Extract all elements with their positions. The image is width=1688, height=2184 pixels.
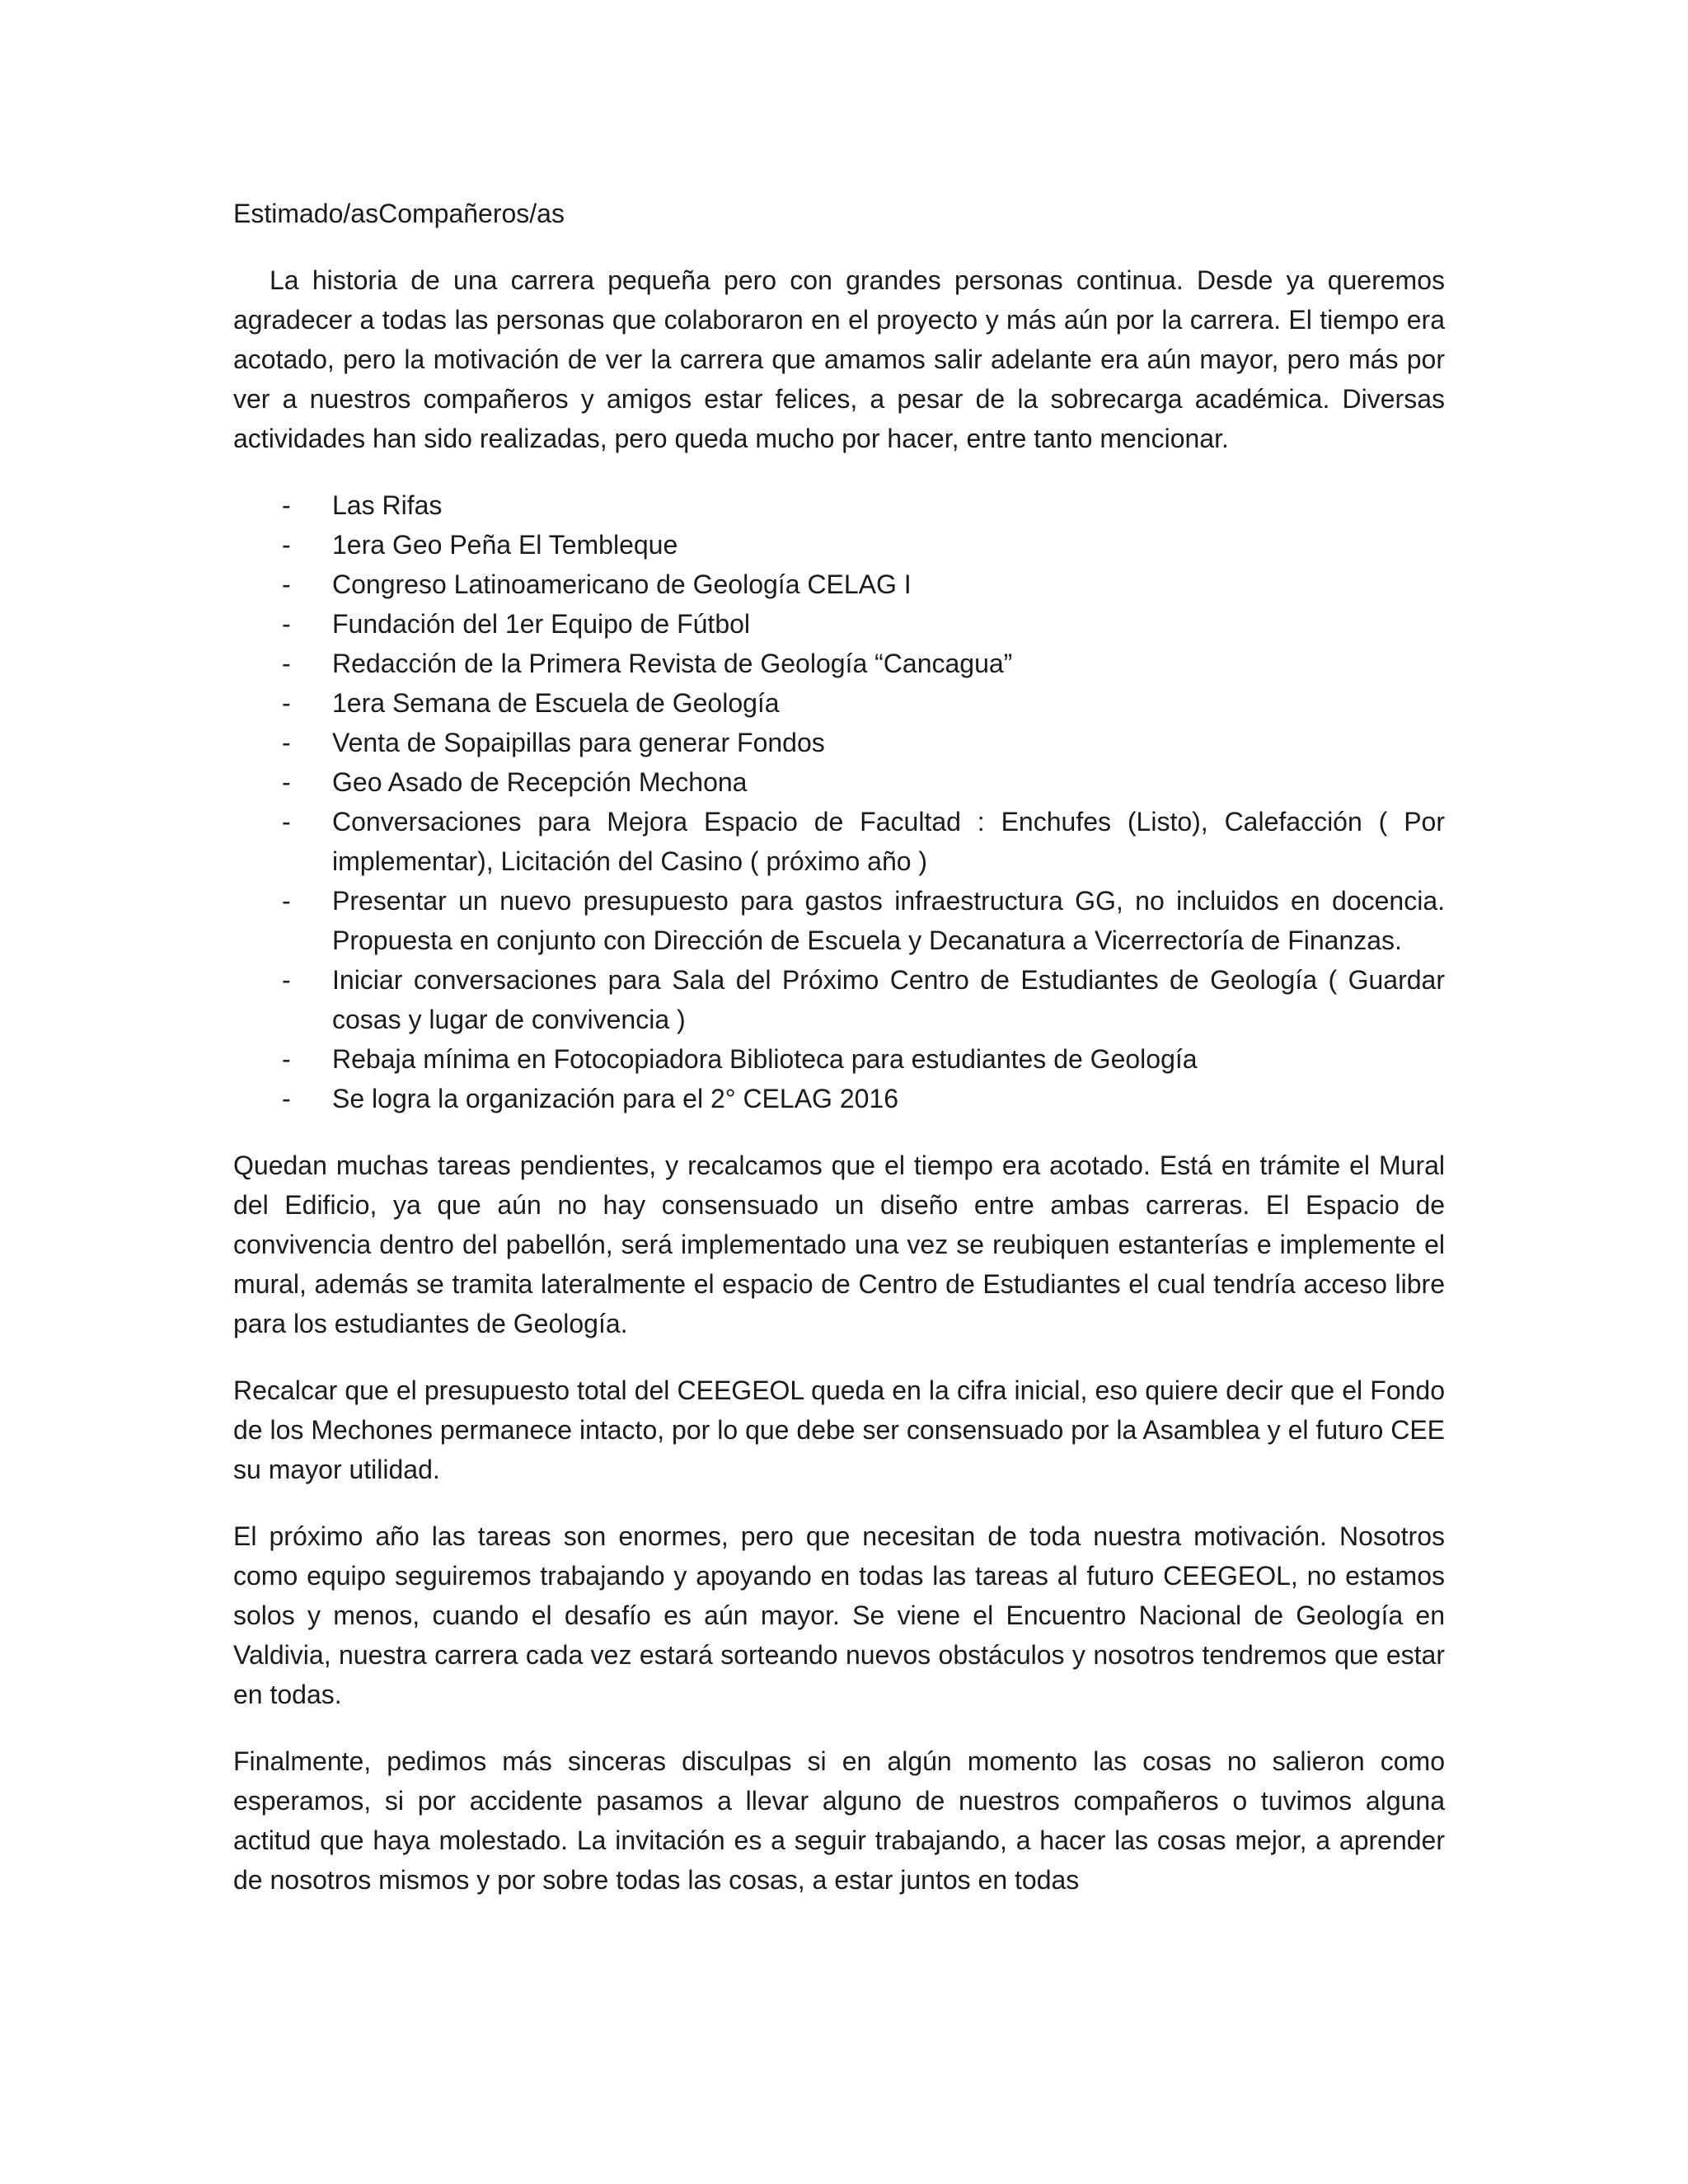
paragraph-next-year: El próximo año las tareas son enormes, pero que necesitan de toda nuestra motivación. Nosotros como equipo seguiremos trabajando y apoyando en todas las tareas al futuro CEEGEOL, no estamos solos y menos, cuando el desafío es aún mayor. Se viene el Encuentro Nacional de Geología en Valdivia, nuestra carrera cada vez estará sorteando nuevos obstáculos y nosotros tendremos que estar en todas.	[233, 1521, 1445, 1709]
list-item	[233, 525, 1445, 565]
bullet-dash: -	[282, 767, 291, 797]
list-item	[233, 485, 1445, 525]
list-item	[233, 881, 1445, 960]
list-item-text: Geo Asado de Recepción Mechona	[332, 767, 748, 797]
list-item	[233, 565, 1445, 604]
list-item-text: 1era Geo Peña El Tembleque	[332, 530, 678, 560]
bullet-dash: -	[282, 649, 291, 678]
list-item-text: Redacción de la Primera Revista de Geología “Cancagua”	[332, 649, 1013, 678]
bullet-dash: -	[282, 965, 291, 995]
list-item	[233, 960, 1445, 1039]
bullet-dash: -	[282, 886, 291, 916]
bullet-dash: -	[282, 807, 291, 837]
list-item	[233, 644, 1445, 683]
paragraph-budget: Recalcar que el presupuesto total del CEEGEOL queda en la cifra inicial, eso quiere decir que el Fondo de los Mechones permanece intacto, por lo que debe ser consensuado por la Asamblea y el futuro CEE su mayor utilidad.	[233, 1376, 1445, 1484]
list-item-text: Venta de Sopaipillas para generar Fondos	[332, 728, 825, 757]
list-item-text: Fundación del 1er Equipo de Fútbol	[332, 609, 751, 639]
list-item	[233, 1079, 1445, 1118]
bullet-dash: -	[282, 1084, 291, 1113]
list-item	[233, 604, 1445, 644]
list-item	[233, 802, 1445, 881]
list-item-text: Presentar un nuevo presupuesto para gastos infraestructura GG, no incluidos en docencia. Propuesta en conjunto con Dirección de Escuela y Decanatura a Vicerrectoría de Finanzas.	[332, 886, 1445, 955]
list-item	[233, 683, 1445, 723]
list-item	[233, 1039, 1445, 1079]
paragraph-closing: Finalmente, pedimos más sinceras disculpas si en algún momento las cosas no salieron como esperamos, si por accidente pasamos a llevar alguno de nuestros compañeros o tuvimos alguna actitud que haya molestado. La invitación es a seguir trabajando, a hacer las cosas mejor, a aprender de nosotros mismos y por sobre todas las cosas, a estar juntos en todas	[233, 1746, 1445, 1895]
bullet-dash: -	[282, 530, 291, 560]
intro-paragraph: La historia de una carrera pequeña pero con grandes personas continua. Desde ya queremos agradecer a todas las personas que colaboraron en el proyecto y más aún por la carrera. El tiempo era acotado, pero la motivación de ver la carrera que amamos salir adelante era aún mayor, pero más por ver a nuestros compañeros y amigos estar felices, a pesar de la sobrecarga académica. Diversas actividades han sido realizadas, pero queda mucho por hacer, entre tanto mencionar.	[233, 265, 1445, 453]
activities-list	[233, 485, 1445, 1118]
bullet-dash: -	[282, 569, 291, 599]
bullet-dash: -	[282, 609, 291, 639]
list-item-text: Se logra la organización para el 2° CELAG 2016	[332, 1084, 898, 1113]
list-item	[233, 762, 1445, 802]
list-item-text: Conversaciones para Mejora Espacio de Facultad : Enchufes (Listo), Calefacción ( Por implementar), Licitación del Casino ( próximo año )	[332, 807, 1445, 876]
paragraph-pending-tasks: Quedan muchas tareas pendientes, y recalcamos que el tiempo era acotado. Está en trámite el Mural del Edificio, ya que aún no hay consensuado un diseño entre ambas carreras. El Espacio de convivencia dentro del pabellón, será implementado una vez se reubiquen estanterías e implemente el mural, además se tramita lateralmente el espacio de Centro de Estudiantes el cual tendría acceso libre para los estudiantes de Geología.	[233, 1151, 1445, 1338]
list-item	[233, 723, 1445, 762]
bullet-dash: -	[282, 688, 291, 718]
salutation: Estimado/asCompañeros/as	[233, 199, 565, 228]
list-item-text: Rebaja mínima en Fotocopiadora Biblioteca para estudiantes de Geología	[332, 1044, 1198, 1074]
list-item-text: Iniciar conversaciones para Sala del Próximo Centro de Estudiantes de Geología ( Guardar cosas y lugar de convivencia )	[332, 965, 1445, 1034]
bullet-dash: -	[282, 728, 291, 757]
letter-body	[233, 194, 1445, 1927]
list-item-text: Congreso Latinoamericano de Geología CELAG I	[332, 569, 912, 599]
bullet-dash: -	[282, 1044, 291, 1074]
bullet-dash: -	[282, 490, 291, 520]
list-item-text: 1era Semana de Escuela de Geología	[332, 688, 780, 718]
list-item-text: Las Rifas	[332, 490, 443, 520]
